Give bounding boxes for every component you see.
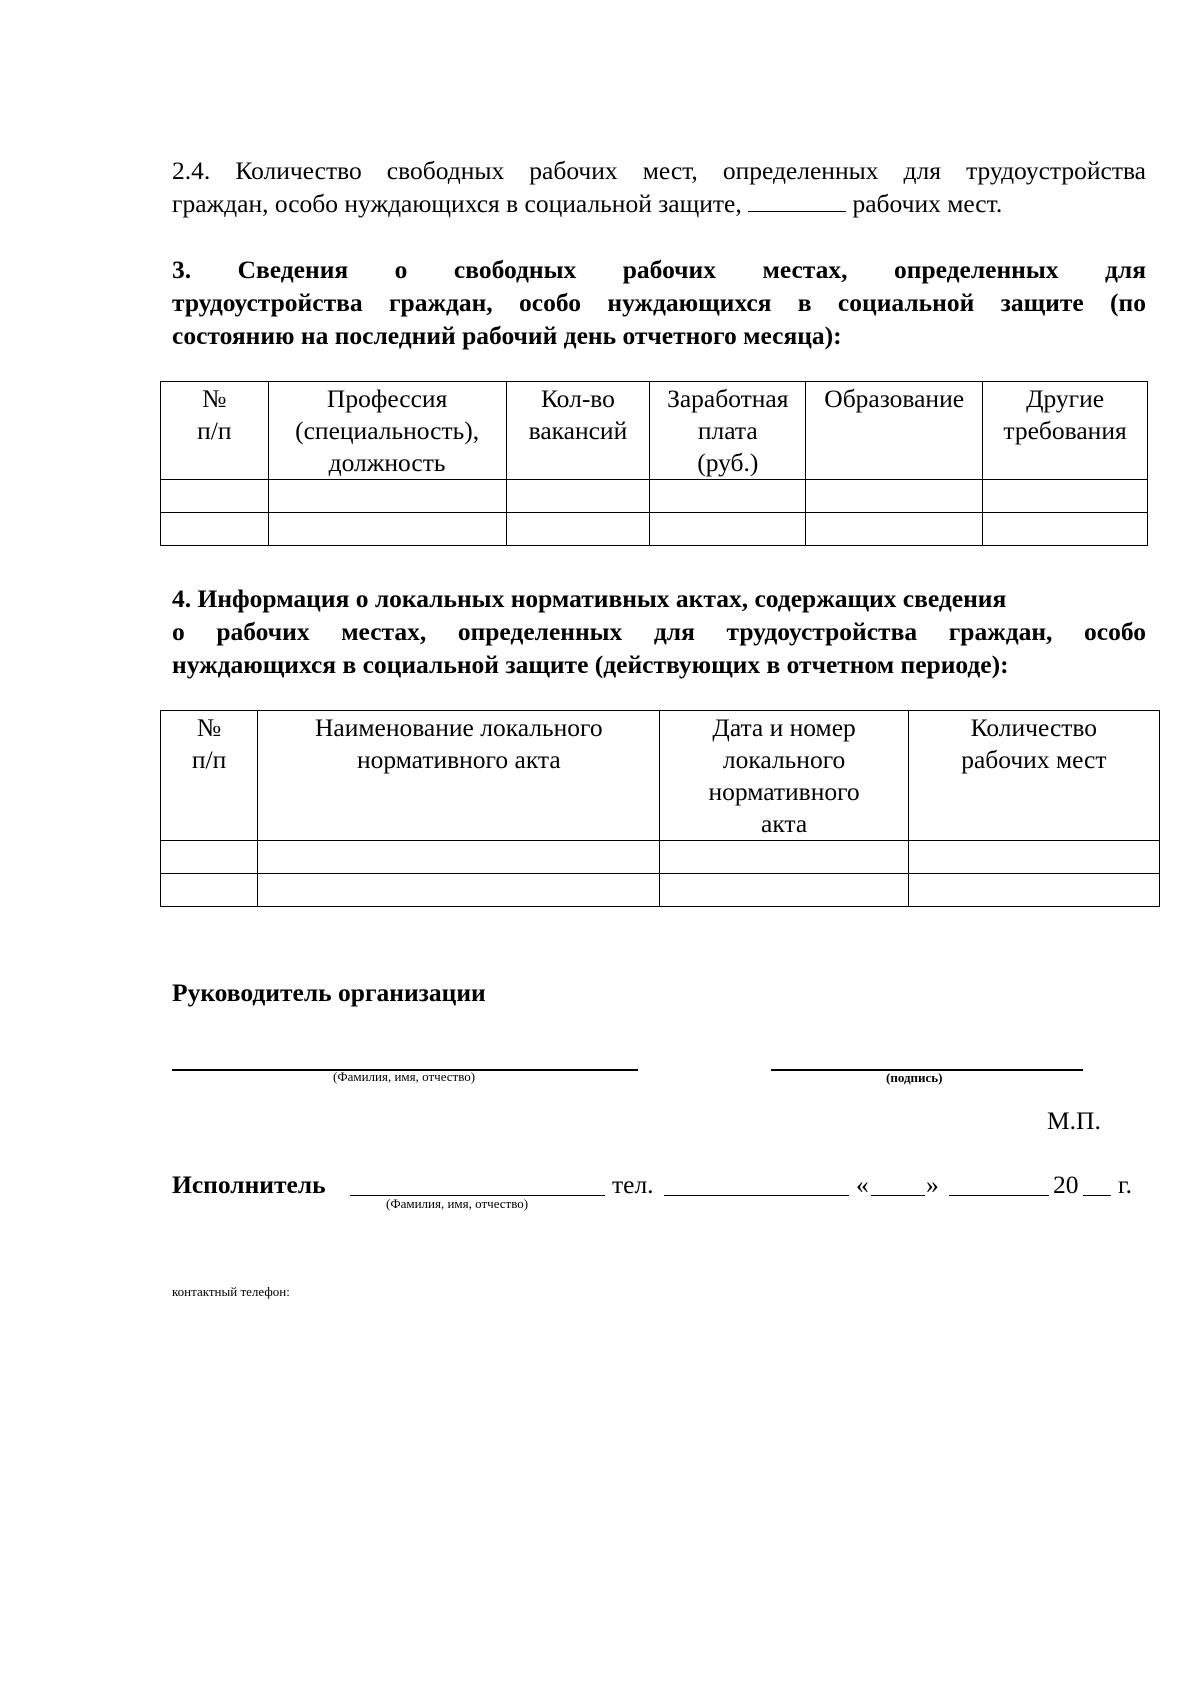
table-row: [161, 874, 1160, 907]
header-cell-education: Образование: [806, 382, 983, 480]
local-acts-table: [160, 710, 1160, 907]
year-suffix: г.: [1118, 1170, 1132, 1199]
head-title: Руководитель организации: [172, 978, 486, 1007]
section-2-4: [172, 154, 1146, 220]
section-4-heading: 4. Информация о локальных нормативных актах, содержащих сведения о рабочих местах, определенных для трудоустройства граждан, особо нуждающихся в социальной защите (действующих в отчетном периоде):: [172, 584, 1146, 679]
header-cell-other-requirements: Другие требования: [983, 382, 1148, 480]
table-row: [161, 841, 1160, 874]
table-header-row: [161, 711, 1160, 841]
header-cell-number: № п/п: [161, 711, 258, 841]
contact-phone-label: контактный телефон:: [172, 1284, 290, 1299]
header-cell-vacancies: Кол-во вакансий: [506, 382, 650, 480]
stamp-label: М.П.: [1047, 1106, 1101, 1135]
quote-close: »: [926, 1170, 939, 1199]
executor-label: Исполнитель: [172, 1170, 326, 1199]
year-prefix: 20: [1053, 1170, 1079, 1199]
day-line[interactable]: [871, 1195, 925, 1196]
table-row: [161, 480, 1148, 513]
month-line[interactable]: [949, 1195, 1049, 1196]
executor-fio-caption: (Фамилия, имя, отчество): [386, 1196, 529, 1211]
quote-open: «: [856, 1170, 869, 1199]
section-2-4-line2: граждан, особо нуждающихся в социальной защите, рабочих мест.: [172, 189, 1003, 218]
year-line[interactable]: [1083, 1195, 1111, 1196]
header-cell-act-name: Наименование локального нормативного акта: [258, 711, 660, 841]
header-cell-profession: Профессия (специальность), должность: [268, 382, 506, 480]
tel-line[interactable]: [664, 1195, 849, 1196]
section-2-4-line1: 2.4. Количество свободных рабочих мест, определенных для трудоустройства: [172, 156, 1146, 185]
head-fio-caption: (Фамилия, имя, отчество): [333, 1069, 476, 1084]
header-cell-workplaces-count: Количество рабочих мест: [908, 711, 1159, 841]
header-cell-number: № п/п: [161, 382, 269, 480]
header-cell-salary: Заработная плата (руб.): [650, 382, 806, 480]
section-3-heading: 3. Сведения о свободных рабочих местах, определенных для трудоустройства граждан, особо нуждающихся в социальной защите (по состоянию на последний рабочий день отчетного месяца):: [172, 255, 1146, 350]
tel-label: тел.: [612, 1170, 654, 1199]
table-header-row: [161, 382, 1148, 480]
header-cell-act-date-number: Дата и номер локального нормативного акта: [660, 711, 908, 841]
vacancies-table: [160, 381, 1148, 546]
signature-caption: (подпись): [886, 1070, 943, 1085]
table-row: [161, 513, 1148, 546]
vacancies-count-blank[interactable]: [748, 210, 846, 212]
